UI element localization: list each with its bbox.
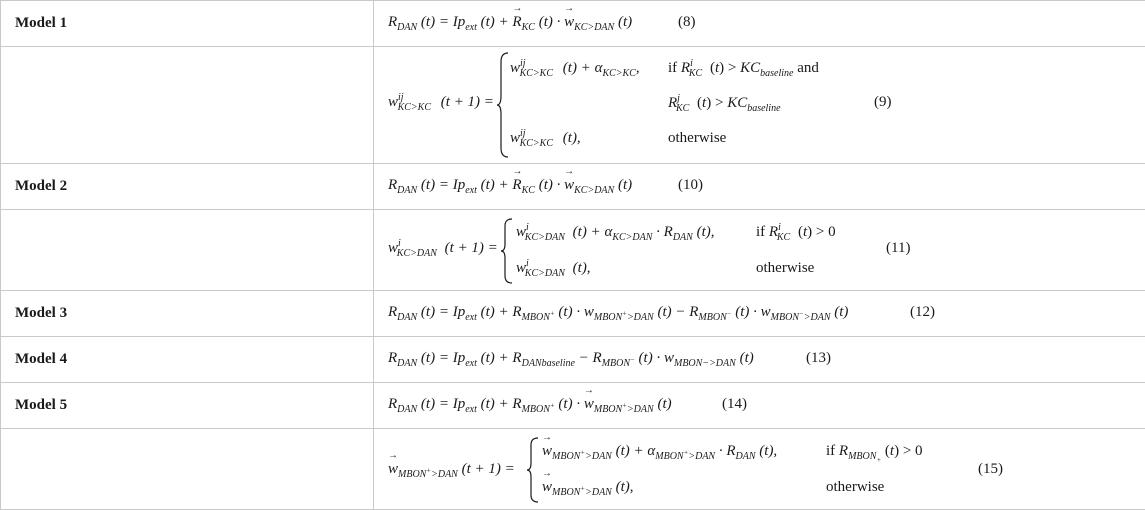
table-row: [1, 210, 1145, 291]
table-row: [1, 164, 1145, 210]
equation-number: (11): [886, 240, 910, 257]
equation-cell: $R_{DAN}$ $(t) = Ip_{ext}$ $(t) + R_{DANbaseline} - R_{MBON^-}$ $(t) \cdot w_{MBON->DAN}$ (t) (13): [374, 337, 1145, 383]
condition-if: if: [826, 443, 835, 459]
model-label: [1, 429, 374, 510]
condition-if: if: [756, 224, 765, 240]
table-row: [1, 337, 1145, 383]
equation-number: (15): [978, 461, 1003, 478]
model-label: Model 1: [1, 1, 374, 47]
model-label: Model 4: [1, 337, 374, 383]
equation-number: (12): [910, 304, 935, 321]
model-label: [1, 47, 374, 164]
equation-cell: $R_{DAN}$ $(t) = Ip_{ext}$ $(t) + R_{MBON^+}$ $(t) \cdot w_{MBON^+>DAN}$ $(t) - R_{MBON^-}$ $(t) \cdot w_{MBON^->DAN}$ (t) (12): [374, 291, 1145, 337]
condition-otherwise: otherwise: [668, 130, 726, 147]
equation-number: (14): [722, 396, 747, 413]
model-label: Model 2: [1, 164, 374, 210]
left-brace-icon: [500, 218, 514, 284]
table-row: [1, 429, 1145, 510]
model-label: Model 3: [1, 291, 374, 337]
equation-cell: $R_{DAN}$ $(t) = Ip_{ext}$ (t) + → $R_{KC}$ (t) · → $w_{KC>DAN}$ (t) (8): [374, 1, 1145, 47]
model-label: [1, 210, 374, 291]
equation-cell: → $w_{MBON^+>DAN}$ (t + 1) = → $w_{MBON^+>DAN}$ $(t) + \alpha_{MBON^+>DAN} \cdot R_{DAN}$ (t), if $R_{MBON_+}$ (t) > 0 → $w_{MBON^+>DAN}$ (t), otherwise (15): [374, 429, 1145, 510]
condition-if: if: [668, 60, 677, 76]
equation-number: (8): [678, 14, 696, 31]
equation-number: (13): [806, 350, 831, 367]
left-brace-icon: [496, 52, 510, 158]
condition-otherwise: otherwise: [826, 479, 884, 496]
equation-cell: $w^{ij}_{KC>KC}$ (t + 1) = $w^{ij}_{KC>KC}$ $(t) + \alpha_{KC>KC}$, if $R^i_{KC}$ $(t) > KC_{baseline}$ and $R^j_{KC}$ $(t) > KC_{baseline}$ $w^{ij}_{KC>KC}$ (t), otherwise (9): [374, 47, 1145, 164]
table-row: [1, 1, 1145, 47]
model-label: Model 5: [1, 383, 374, 429]
equation-cell: $w^i_{KC>DAN}$ (t + 1) = $w^i_{KC>DAN}$ $(t) + \alpha_{KC>DAN} \cdot R_{DAN}$ (t), if $R^i_{KC}$ (t) > 0 $w^i_{KC>DAN}$ (t), otherwise (11): [374, 210, 1145, 291]
table-row: [1, 383, 1145, 429]
equation-number: (9): [874, 94, 892, 111]
table-row: [1, 291, 1145, 337]
condition-and: and: [797, 60, 819, 76]
condition-otherwise: otherwise: [756, 260, 814, 277]
table-row: [1, 47, 1145, 164]
equation-cell: $R_{DAN}$ $(t) = Ip_{ext}$ (t) + → $R_{KC}$ (t) · → $w_{KC>DAN}$ (t) (10): [374, 164, 1145, 210]
equation-cell: $R_{DAN}$ $(t) = Ip_{ext}$ $(t) + R_{MBON^+}$ (t) · → $w_{MBON^+>DAN}$ (t) (14): [374, 383, 1145, 429]
equation-number: (10): [678, 177, 703, 194]
left-brace-icon: [526, 437, 540, 503]
